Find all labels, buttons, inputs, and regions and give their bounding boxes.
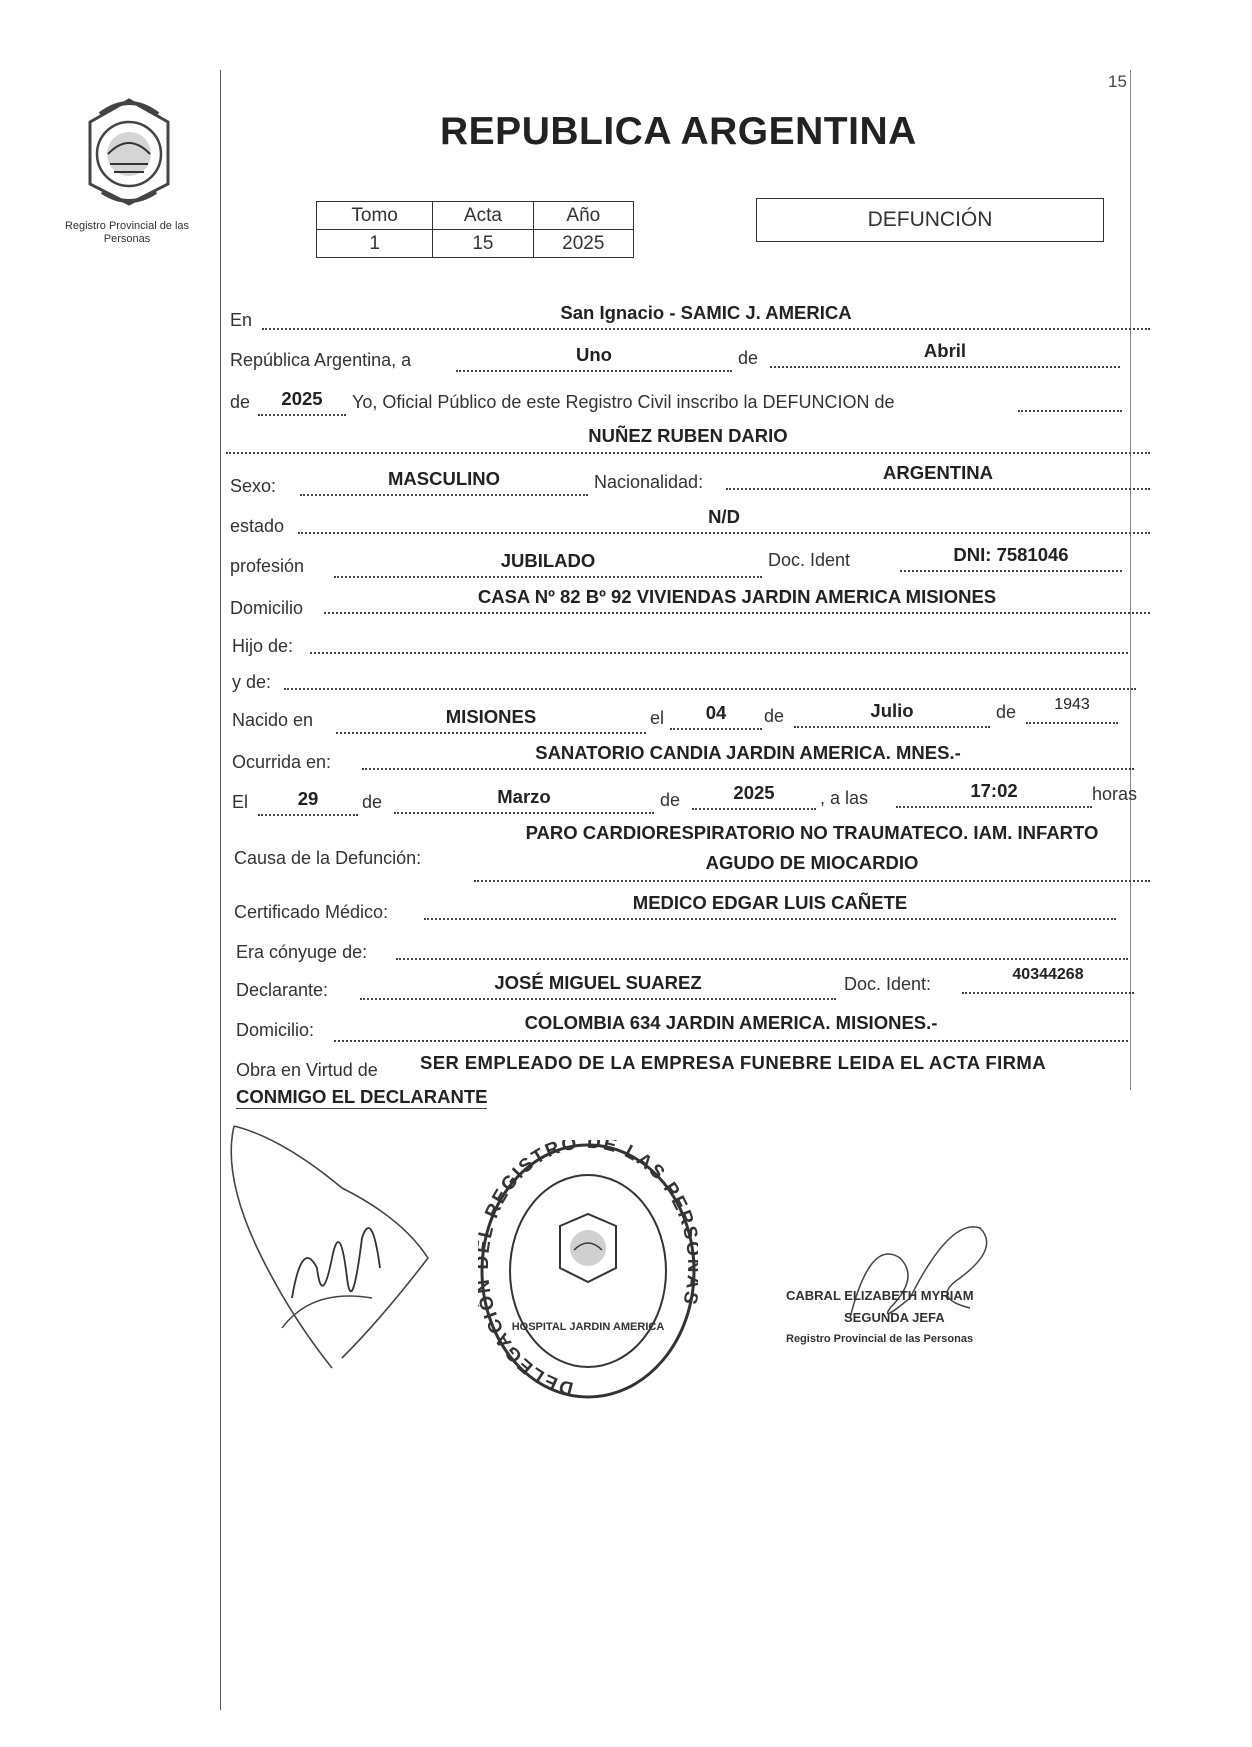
label-y-de: y de: [232, 672, 272, 692]
label-ocurrida-en: Ocurrida en: [232, 752, 332, 772]
value-profesion: JUBILADO [500, 550, 596, 571]
label-a-las: , a las [820, 788, 869, 808]
label-nacido-de-mes: de [764, 706, 785, 726]
header-anio: Año [533, 202, 633, 230]
label-obra: Obra en Virtud de [236, 1060, 378, 1080]
dotline-certificado [424, 918, 1116, 920]
value-fallec-dia: 29 [297, 788, 319, 809]
dotline-declarante-doc [962, 992, 1134, 994]
register-table-value-row [317, 230, 634, 258]
dotline-declarante [360, 998, 836, 1000]
value-fallec-hora: 17:02 [970, 780, 1018, 801]
value-causa-linea2: AGUDO DE MIOCARDIO [705, 852, 919, 873]
record-type-label: DEFUNCIÓN [867, 208, 993, 231]
dotline-causa [474, 880, 1150, 882]
label-domicilio: Domicilio [230, 598, 304, 618]
label-conyuge: Era cónyuge de: [236, 942, 368, 962]
dotline-nacido-lugar [336, 732, 646, 734]
value-acta: 15 [433, 230, 533, 258]
left-margin-line [220, 70, 221, 1710]
dotline-domicilio [324, 612, 1150, 614]
label-causa: Causa de la Defunción: [234, 848, 422, 868]
dotline-hijo-de [310, 652, 1128, 654]
value-ocurrida-en: SANATORIO CANDIA JARDIN AMERICA. MNES.- [535, 742, 961, 763]
value-causa-linea1: PARO CARDIORESPIRATORIO NO TRAUMATECO. IAM. INFARTO [525, 822, 1099, 843]
label-declarante: Declarante: [236, 980, 329, 1000]
dotline-profesion [334, 576, 762, 578]
label-doc-ident: Doc. Ident [768, 550, 851, 570]
dotline-fallec-mes [394, 812, 654, 814]
value-mes: Abril [923, 340, 967, 361]
register-table [316, 201, 634, 258]
label-en: En [230, 310, 253, 330]
provincial-seal-logo [70, 92, 188, 212]
value-obra-linea2: CONMIGO EL DECLARANTE [236, 1086, 488, 1107]
label-fallec-de-anio: de [660, 790, 681, 810]
label-certificado: Certificado Médico: [234, 902, 389, 922]
value-fallec-mes: Marzo [497, 786, 551, 807]
dotline-nacido-anio [1026, 722, 1118, 724]
official-role: SEGUNDA JEFA [844, 1310, 945, 1325]
value-declarante-domicilio: COLOMBIA 634 JARDIN AMERICA. MISIONES.- [524, 1012, 938, 1033]
declarant-signature [222, 1118, 442, 1378]
label-estado: estado [230, 516, 285, 536]
label-de-anio: de [230, 392, 251, 412]
value-declarante: JOSÉ MIGUEL SUAREZ [494, 972, 702, 993]
value-tomo: 1 [317, 230, 433, 258]
right-margin-line [1130, 70, 1131, 1090]
value-doc-ident: DNI: 7581046 [953, 544, 1069, 565]
dotline-nacido-mes [794, 726, 990, 728]
stamp-inner-text: HOSPITAL JARDIN AMERICA [511, 1321, 665, 1333]
header-tomo: Tomo [317, 202, 433, 230]
dotline-doc-ident [900, 570, 1122, 572]
value-nacido-mes: Julio [870, 700, 914, 721]
dotline-conyuge [396, 958, 1128, 960]
dotline-ocurrida-en [362, 768, 1134, 770]
label-republica: República Argentina, a [230, 350, 412, 370]
value-anio: 2025 [281, 388, 323, 409]
dotline-nacido-dia [670, 728, 762, 730]
register-table-header-row [317, 202, 634, 230]
value-certificado: MEDICO EDGAR LUIS CAÑETE [632, 892, 908, 913]
value-fallec-anio: 2025 [733, 782, 775, 803]
page-number: 15 [1108, 72, 1127, 91]
label-fallec-de-mes: de [362, 792, 383, 812]
label-nacionalidad: Nacionalidad: [594, 472, 704, 492]
value-anio: 2025 [533, 230, 633, 258]
label-profesion: profesión [230, 556, 305, 576]
logo-org-name: Registro Provincial de las Personas [64, 220, 190, 245]
dotline-intro-end [1018, 410, 1122, 412]
official-org: Registro Provincial de las Personas [786, 1333, 974, 1345]
dotline-declarante-domicilio [334, 1040, 1128, 1042]
label-intro-text: Yo, Oficial Público de este Registro Civil inscribo la DEFUNCION de [352, 392, 895, 412]
label-horas: horas [1092, 784, 1138, 804]
dotline-sexo [300, 494, 588, 496]
label-sexo: Sexo: [230, 476, 277, 496]
dotline-nombre [226, 452, 1150, 454]
label-declarante-doc: Doc. Ident: [844, 974, 932, 994]
page-title: REPUBLICA ARGENTINA [440, 110, 917, 153]
header-acta: Acta [433, 202, 533, 230]
value-nacido-dia: 04 [705, 702, 727, 723]
dotline-fallec-hora [896, 806, 1092, 808]
value-declarante-doc: 40344268 [1012, 966, 1084, 983]
value-lugar: San Ignacio - SAMIC J. AMERICA [560, 302, 852, 323]
value-nacionalidad: ARGENTINA [883, 462, 993, 483]
label-nacido-de-anio: de [996, 702, 1017, 722]
label-nacido-en: Nacido en [232, 710, 314, 730]
value-domicilio: CASA Nº 82 Bº 92 VIVIENDAS JARDIN AMERICA MISIONES [477, 586, 997, 607]
dotline-nacionalidad [726, 488, 1150, 490]
dotline-mes [770, 366, 1120, 368]
dotline-fallec-anio [692, 808, 816, 810]
stamp-ring-text: DELEGACI REGISTRO DE LAS PER [479, 1140, 698, 1399]
value-estado: N/D [708, 506, 740, 527]
dotline-dia [456, 370, 732, 372]
label-hijo-de: Hijo de: [232, 636, 294, 656]
label-declarante-domicilio: Domicilio: [236, 1020, 315, 1040]
value-nacido-lugar: MISIONES [445, 706, 537, 727]
record-type-box [756, 198, 1104, 242]
value-sexo: MASCULINO [387, 468, 501, 489]
value-obra-linea1: SER EMPLEADO DE LA EMPRESA FUNEBRE LEIDA EL ACTA FIRMA [420, 1052, 1046, 1073]
dotline-anio [258, 414, 346, 416]
value-nacido-anio: 1943 [1054, 696, 1090, 713]
value-dia: Uno [576, 344, 612, 365]
dotline-lugar [262, 328, 1150, 330]
value-nombre: NUÑEZ RUBEN DARIO [588, 425, 788, 446]
label-nacido-el: el [650, 708, 665, 728]
dotline-fallec-dia [258, 814, 358, 816]
label-fallec-el: El [232, 792, 249, 812]
label-de-mes: de [738, 348, 759, 368]
dotline-estado [298, 532, 1150, 534]
official-name: CABRAL ELIZABETH MYRIAM [786, 1288, 974, 1303]
dotline-y-de [284, 688, 1136, 690]
official-stamp [478, 1140, 698, 1402]
